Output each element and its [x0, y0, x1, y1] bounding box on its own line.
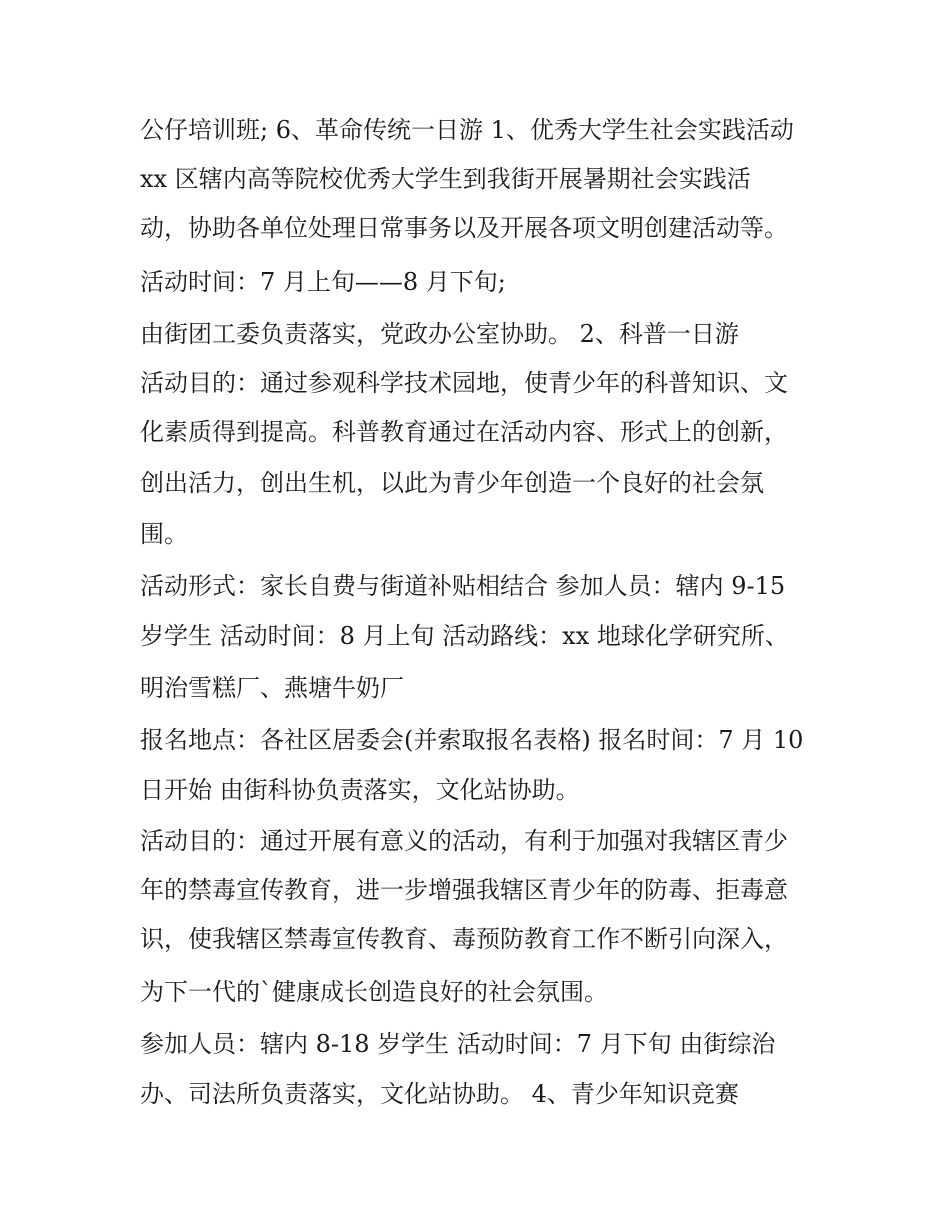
text-line: 识，使我辖区禁毒宣传教育、毒预防教育工作不断引向深入， — [140, 925, 788, 953]
text-line: 活动形式：家长自费与街道补贴相结合 参加人员：辖内 9-15 — [140, 572, 786, 600]
text-line: 年的禁毒宣传教育，进一步增强我辖区青少年的防毒、拒毒意 — [140, 876, 788, 904]
text-line: 活动时间：7 月上旬——8 月下旬; — [140, 268, 506, 296]
text-line: 岁学生 活动时间：8 月上旬 活动路线：xx 地球化学研究所、 — [140, 622, 789, 650]
text-line: 日开始 由街科协负责落实，文化站协助。 — [140, 776, 580, 804]
text-line: 由街团工委负责落实，党政办公室协助。 2、科普一日游 — [140, 320, 739, 348]
text-line: xx 区辖内高等院校优秀大学生到我街开展暑期社会实践活 — [140, 165, 751, 193]
text-line: 明治雪糕厂、燕塘牛奶厂 — [140, 674, 404, 702]
text-line: 报名地点：各社区居委会(并索取报名表格) 报名时间：7 月 10 — [140, 726, 804, 754]
text-line: 围。 — [140, 520, 188, 548]
text-line: 为下一代的`健康成长创造良好的社会氛围。 — [140, 978, 608, 1006]
text-line: 公仔培训班; 6、革命传统一日游 1、优秀大学生社会实践活动 — [140, 116, 794, 144]
text-line: 活动目的：通过参观科学技术园地，使青少年的科普知识、文 — [140, 369, 788, 397]
text-line: 动，协助各单位处理日常事务以及开展各项文明创建活动等。 — [140, 214, 788, 242]
text-line: 办、司法所负责落实，文化站协助。 4、青少年知识竞赛 — [140, 1080, 739, 1108]
text-line: 化素质得到提高。科普教育通过在活动内容、形式上的创新， — [140, 418, 788, 446]
text-line: 参加人员：辖内 8-18 岁学生 活动时间：7 月下旬 由街综治 — [140, 1030, 776, 1058]
text-line: 创出活力，创出生机，以此为青少年创造一个良好的社会氛 — [140, 469, 764, 497]
text-line: 活动目的：通过开展有意义的活动，有利于加强对我辖区青少 — [140, 827, 788, 855]
